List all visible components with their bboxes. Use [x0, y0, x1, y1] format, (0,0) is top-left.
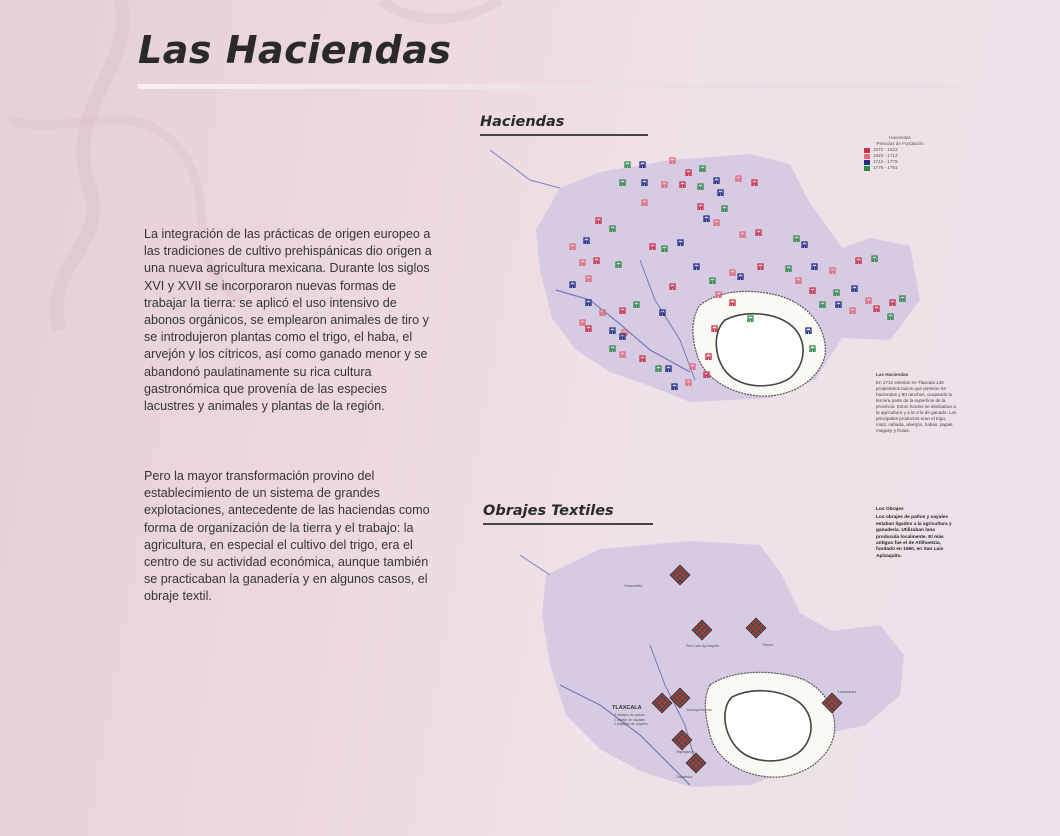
intro-paragraph-2: Pero la mayor transformación provino del establecimiento de un sistema de grandes explotaciones, antecedente de las haciendas como forma de organización de la tierra y el trabajo: la agricultura, en especial el cultivo del trigo, era el centro de su actividad económica, aunque también se practicaban la ganadería y en algunos casos, el obraje textil. [144, 469, 430, 604]
hacienda-icon [864, 148, 870, 153]
legend-item: 1572 - 1623 [864, 147, 936, 153]
place-label: Huamantla [838, 690, 857, 694]
legend-subtitle: Periodos de Fundación [876, 141, 924, 146]
legend-item: 1779 - 1791 [864, 165, 936, 171]
hacienda-icon [864, 154, 870, 159]
legend-title: Haciendas [889, 135, 911, 140]
place-label: Tepeyanco [676, 750, 695, 754]
place-label: Tlaxco [762, 643, 774, 647]
obrajes-heading-rule [483, 523, 653, 525]
intro-paragraph-1: La integración de las prácticas de origen europeo a las tradiciones de cultivo prehispánicas dio origen a una nueva agricultura mexicana. Durante los siglos XVI y XVII se incorporaron nuevas formas de trabajar la tierra: se aplicó el uso intensivo de abonos orgánicos, se emplearon animales de tiro y se introdujeron plantas como el trigo, el haba, el arvejón y los cítricos, así como ganado menor y se abandonó paulatinamente su rica cultura gastronómica que provenía de las especies lacustres y animales y plantas de la región. [144, 227, 432, 414]
legend-item: 1623 - 1712 [864, 153, 936, 159]
place-label: Yauhquemecan [686, 708, 713, 712]
malinche-crater [716, 314, 803, 386]
haciendas-map-river [490, 150, 560, 188]
title-divider [138, 84, 1060, 89]
obrajes-heading: Obrajes Textiles [483, 503, 614, 519]
page-title: Las Haciendas [138, 28, 452, 72]
hacienda-icon [864, 160, 870, 165]
haciendas-note-text: En 1712 existían en Tlaxcala 146 propietarios laicos que poseían 94 haciendas y 80 ranchos, ocupando la tercera parte de la superficie de la provincia. Estos fundos se dedicaban a la agricultura y a la cría de ganado. Los principales productos eran el trigo, maíz, cebada, alverjón, habas, papas, maguey y frutas. [876, 380, 957, 433]
haciendas-map [490, 140, 940, 420]
place-label: San Luis Apizaquito [686, 644, 720, 648]
legend-item: 1712 - 1779 [864, 159, 936, 165]
obrajes-note-text: Los obrajes de paños y sayales estaban ligados a la agricultura y ganadería. Utilizaban lana producida localmente. El más antiguo fue el de Atlihuetzia, fundado en 1560, en San Luis Apizaquito. [876, 515, 952, 559]
haciendas-note [876, 372, 958, 434]
obrajes-note-title: Los Obrajes [876, 507, 904, 512]
haciendas-note-title: Las Haciendas [876, 372, 909, 377]
tlaxcala-label: TLAXCALA [612, 705, 642, 711]
place-label: Huamantla [624, 584, 643, 588]
haciendas-legend [864, 135, 936, 171]
obrajes-map-river [520, 555, 550, 575]
hacienda-icon [864, 166, 870, 171]
haciendas-heading: Haciendas [480, 114, 565, 130]
haciendas-heading-rule [480, 134, 648, 136]
place-label: Zacatelco [676, 775, 693, 779]
obrajes-map [520, 535, 920, 805]
tlaxcala-sublabel: 3 obrajes de paños 1 obraje de sayales 1 trapiche de sayales [614, 713, 648, 727]
